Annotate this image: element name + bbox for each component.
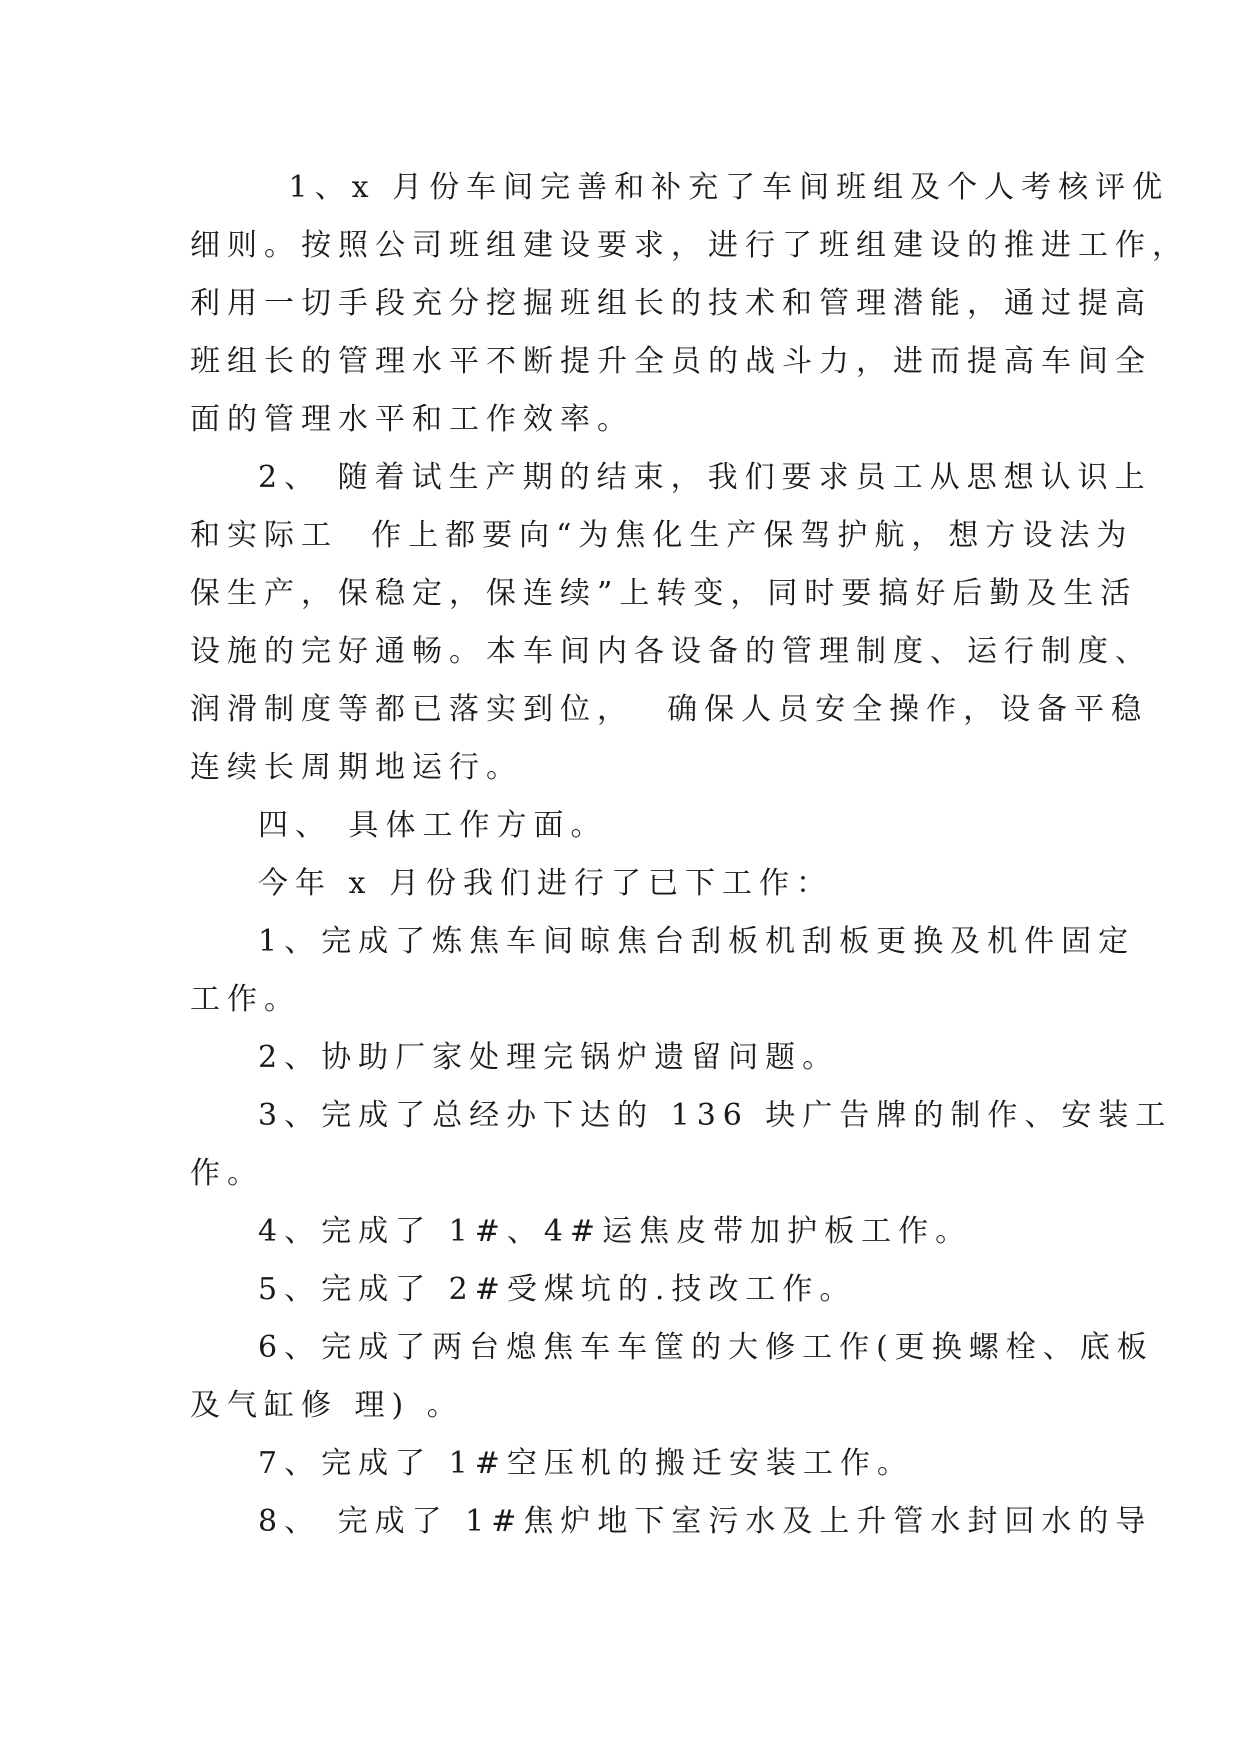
list-item: 1、完成了炼焦车间晾焦台刮板机刮板更换及机件固定 <box>258 924 1136 959</box>
text-line: 及气缸修 理) 。 <box>190 1388 464 1423</box>
text-line: 工作。 <box>190 982 301 1017</box>
text-line: 润滑制度等都已落实到位， 确保人员安全操作，设备平稳 <box>190 692 1149 727</box>
text-line: 连续长周期地运行。 <box>190 750 523 785</box>
text-line: 班组长的管理水平不断提升全员的战斗力，进而提高车间全 <box>190 344 1152 379</box>
list-item: 2、协助厂家处理完锅炉遗留问题。 <box>258 1040 840 1075</box>
list-item: 3、完成了总经办下达的 136 块广告牌的制作、安装工 <box>258 1098 1173 1133</box>
list-item: 6、完成了两台熄焦车车筐的大修工作(更换螺栓、底板 <box>258 1330 1154 1365</box>
text-line: 今年 x 月份我们进行了已下工作： <box>258 866 833 901</box>
list-item: 7、完成了 1#空压机的搬迁安装工作。 <box>258 1446 914 1481</box>
text-line: 保生产，保稳定，保连续”上转变，同时要搞好后勤及生活 <box>190 576 1138 611</box>
text-line: 2、 随着试生产期的结束，我们要求员工从思想认识上 <box>258 460 1152 495</box>
text-line: 设施的完好通畅。本车间内各设备的管理制度、运行制度、 <box>190 634 1152 669</box>
list-item: 4、完成了 1#、4#运焦皮带加护板工作。 <box>258 1214 973 1249</box>
text-line: 1、x 月份车间完善和补充了车间班组及个人考核评优 <box>272 170 1170 205</box>
list-item: 5、完成了 2#受煤坑的.技改工作。 <box>258 1272 857 1307</box>
text-line: 利用一切手段充分挖掘班组长的技术和管理潜能，通过提高 <box>190 286 1152 321</box>
text-line: 面的管理水平和工作效率。 <box>190 402 634 437</box>
section-heading: 四、 具体工作方面。 <box>258 808 608 843</box>
text-line: 和实际工 作上都要向“为焦化生产保驾护航，想方设法为 <box>190 518 1134 553</box>
text-line: 作。 <box>190 1156 264 1191</box>
text-line: 细则。按照公司班组建设要求，进行了班组建设的推进工作， <box>190 228 1189 263</box>
list-item: 8、 完成了 1#焦炉地下室污水及上升管水封回水的导 <box>258 1504 1153 1539</box>
